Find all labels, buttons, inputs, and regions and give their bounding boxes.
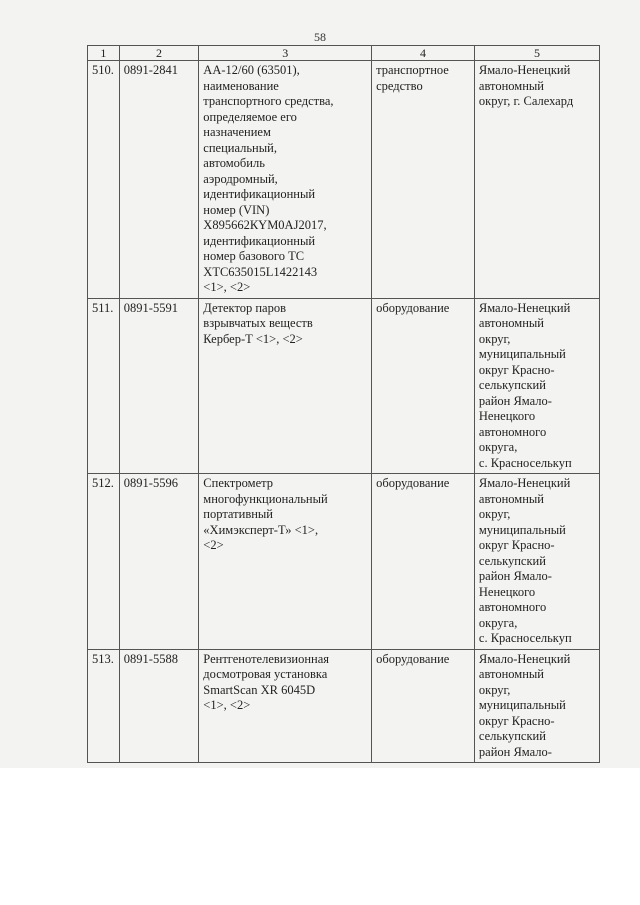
row-number-cell: 513. bbox=[88, 649, 120, 763]
item-name-cell bbox=[199, 474, 372, 650]
table-row bbox=[88, 61, 600, 299]
item-name-cell-line: транспортного средства, bbox=[203, 94, 334, 108]
item-name-cell-line: идентификационный bbox=[203, 233, 316, 248]
location-cell bbox=[474, 298, 599, 474]
item-type-cell bbox=[372, 298, 475, 474]
location-cell-line: Ямало-Ненецкий bbox=[478, 300, 571, 315]
item-name-cell-line: взрывчатых веществ bbox=[203, 316, 313, 330]
item-name-cell-line: SmartScan XR 6045D bbox=[203, 682, 316, 697]
item-name-cell-line: <1>, <2> bbox=[203, 280, 251, 294]
row-number-cell: 511. bbox=[88, 298, 120, 474]
table-row bbox=[88, 649, 600, 763]
item-type-cell bbox=[372, 649, 475, 763]
item-name-cell-line: идентификационный bbox=[203, 187, 316, 201]
item-name-cell-line: наименование bbox=[203, 78, 279, 93]
location-cell-line: район Ямало- bbox=[478, 393, 552, 408]
item-name-cell-line: ХТС635015L1422143 bbox=[203, 264, 318, 279]
location-cell-line: автономный bbox=[478, 667, 544, 681]
item-name-cell bbox=[199, 61, 372, 299]
location-cell-line: муниципальный bbox=[478, 522, 566, 537]
location-cell-line: округа, bbox=[478, 615, 518, 630]
location-cell-line: селькупский bbox=[478, 729, 546, 743]
item-name-cell-line: АА-12/60 (63501), bbox=[203, 63, 300, 77]
inventory-code-cell: 0891-5591 bbox=[119, 298, 199, 474]
item-type-cell-line: транспортное bbox=[376, 63, 449, 77]
location-cell-line: автономный bbox=[478, 316, 544, 330]
location-cell-line: автономный bbox=[478, 78, 544, 93]
location-cell-line: с. Красноселькуп bbox=[478, 631, 572, 645]
registry-table bbox=[87, 45, 600, 763]
item-type-cell bbox=[372, 61, 475, 299]
inventory-code-cell: 0891-2841 bbox=[119, 61, 199, 299]
item-name-cell bbox=[199, 298, 372, 474]
location-cell-line: автономного bbox=[478, 600, 547, 614]
location-cell-line: округ Красно- bbox=[478, 362, 555, 377]
inventory-code-cell: 0891-5588 bbox=[119, 649, 199, 763]
item-name-cell-line: <1>, <2> bbox=[203, 698, 251, 712]
item-name-cell-line: аэродромный, bbox=[203, 171, 278, 186]
item-name-cell-line: «Химэксперт-Т» <1>, bbox=[203, 522, 319, 537]
location-cell-line: округ, г. Салехард bbox=[478, 94, 574, 108]
item-type-cell-line: оборудование bbox=[376, 476, 450, 490]
column-header-4: 4 bbox=[372, 46, 475, 61]
location-cell-line: Ненецкого bbox=[478, 409, 536, 423]
item-name-cell-line: номер (VIN) bbox=[203, 202, 270, 217]
row-number-cell: 512. bbox=[88, 474, 120, 650]
location-cell-line: муниципальный bbox=[478, 698, 566, 712]
item-name-cell-line: Детектор паров bbox=[203, 300, 287, 315]
location-cell bbox=[474, 61, 599, 299]
item-name-cell-line: Х895662КYМ0АJ2017, bbox=[203, 218, 327, 232]
inventory-code-cell: 0891-5596 bbox=[119, 474, 199, 650]
location-cell-line: район Ямало- bbox=[478, 569, 552, 583]
location-cell-line: район Ямало- bbox=[478, 744, 552, 759]
location-cell-line: селькупский bbox=[478, 378, 546, 392]
location-cell-line: автономного bbox=[478, 424, 547, 439]
item-name-cell-line: специальный, bbox=[203, 140, 277, 155]
item-name-cell-line: <2> bbox=[203, 538, 224, 552]
column-header-2: 2 bbox=[119, 46, 199, 61]
item-name-cell-line: многофункциональный bbox=[203, 491, 328, 506]
location-cell-line: округ Красно- bbox=[478, 538, 555, 552]
location-cell-line: автономный bbox=[478, 491, 544, 506]
location-cell-line: муниципальный bbox=[478, 347, 566, 361]
item-name-cell-line: Спектрометр bbox=[203, 476, 273, 490]
item-type-cell bbox=[372, 474, 475, 650]
column-header-3: 3 bbox=[199, 46, 372, 61]
item-name-cell-line: автомобиль bbox=[203, 156, 265, 170]
location-cell-line: округ, bbox=[478, 507, 511, 521]
column-header-1: 1 bbox=[88, 46, 120, 61]
item-name-cell-line: Кербер-Т <1>, <2> bbox=[203, 331, 303, 346]
column-header-5: 5 bbox=[474, 46, 599, 61]
item-name-cell-line: Рентгенотелевизионная bbox=[203, 651, 330, 666]
location-cell-line: Ненецкого bbox=[478, 584, 536, 599]
item-name-cell-line: портативный bbox=[203, 507, 273, 521]
item-name-cell bbox=[199, 649, 372, 763]
location-cell bbox=[474, 474, 599, 650]
location-cell-line: с. Красноселькуп bbox=[478, 455, 572, 470]
row-number-cell: 510. bbox=[88, 61, 120, 299]
item-type-cell-line: оборудование bbox=[376, 300, 450, 315]
location-cell-line: Ямало-Ненецкий bbox=[478, 476, 571, 490]
item-name-cell-line: номер базового ТС bbox=[203, 249, 305, 263]
item-name-cell-line: определяемое его bbox=[203, 109, 297, 124]
location-cell-line: Ямало-Ненецкий bbox=[478, 651, 571, 666]
page-number: 58 bbox=[314, 30, 326, 44]
item-type-cell-line: оборудование bbox=[376, 651, 450, 666]
location-cell-line: округа, bbox=[478, 440, 518, 454]
location-cell-line: Ямало-Ненецкий bbox=[478, 63, 571, 77]
table-row bbox=[88, 474, 600, 650]
location-cell-line: округ, bbox=[478, 682, 511, 697]
header-row bbox=[88, 46, 600, 61]
location-cell bbox=[474, 649, 599, 763]
location-cell-line: селькупский bbox=[478, 553, 546, 568]
item-name-cell-line: назначением bbox=[203, 125, 271, 139]
table-row bbox=[88, 298, 600, 474]
item-name-cell-line: досмотровая установка bbox=[203, 667, 328, 681]
location-cell-line: округ, bbox=[478, 331, 511, 346]
item-type-cell-line: средство bbox=[376, 78, 423, 93]
location-cell-line: округ Красно- bbox=[478, 713, 555, 728]
